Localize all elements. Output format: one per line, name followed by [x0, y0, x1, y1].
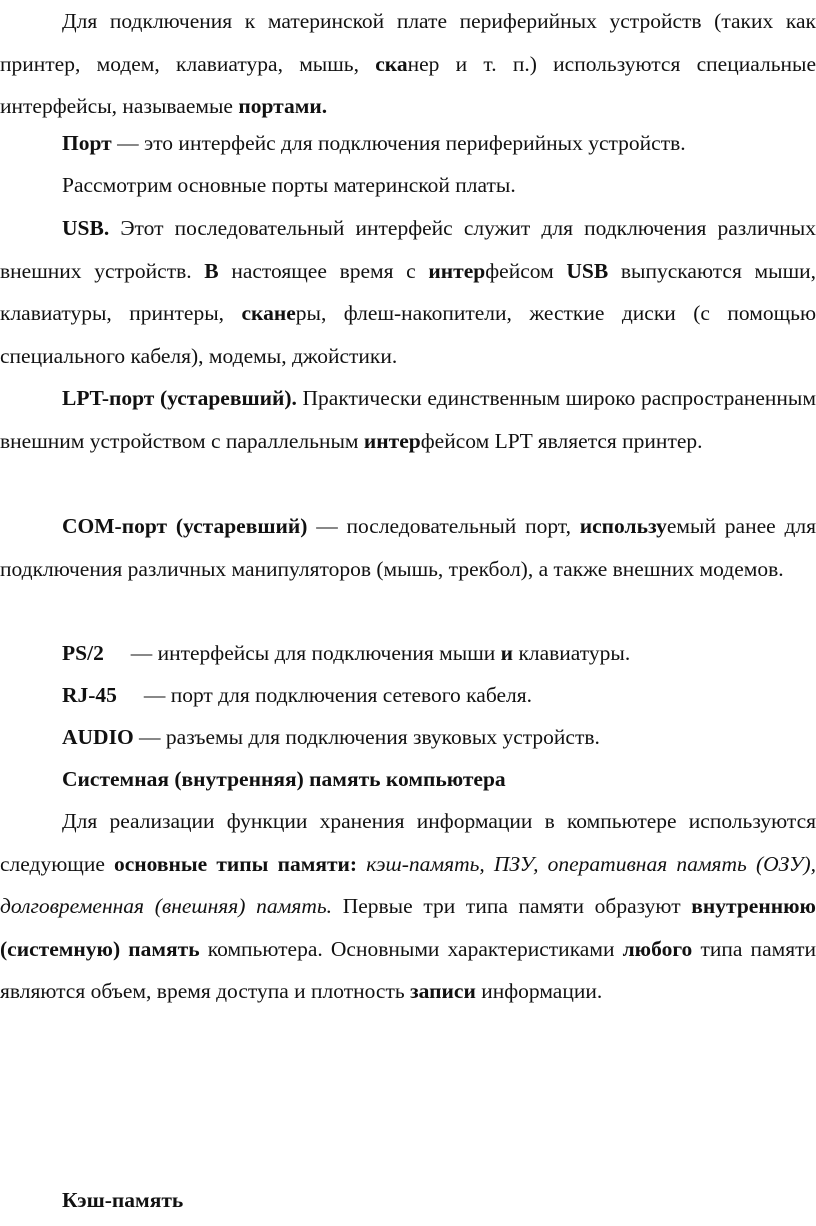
- text: Рассмотрим основные порты материнской платы.: [62, 173, 516, 197]
- text: нер и т. п.) используются специальные интерфейсы, называемые: [0, 51, 816, 118]
- italic-fragment: кэш-память, ПЗУ, оперативная память (ОЗУ), долговременная (внешняя) память.: [0, 851, 816, 918]
- heading-text: Системная (внутренняя) память компьютера: [62, 767, 506, 791]
- bold-fragment: записи: [410, 979, 476, 1003]
- term-usb: USB.: [62, 216, 110, 240]
- bold-fragment: ска: [375, 51, 408, 76]
- text: клавиатуры.: [513, 641, 631, 665]
- text: информации.: [475, 979, 603, 1003]
- text: — последовательный порт,: [307, 514, 580, 538]
- term-lpt: LPT-порт (устаревший).: [62, 386, 297, 410]
- text: Для реализации функции хранения информации в компьютере используются следующие: [0, 809, 816, 876]
- bold-fragment: внутреннюю (системную) память: [0, 894, 816, 961]
- text: фейсом: [485, 258, 567, 283]
- bold-fragment: основные типы памяти:: [114, 851, 358, 876]
- paragraph-rj45: [0, 674, 816, 717]
- term-ps2: PS/2: [62, 641, 104, 665]
- paragraph-port-definition: [0, 122, 816, 165]
- text: — интерфейсы для подключения мыши: [103, 641, 501, 665]
- paragraph-com: [0, 505, 816, 590]
- text: Этот последовательный интерфейс служит для подключения различных внешних устройств.: [0, 216, 816, 283]
- heading-text: Кэш-память: [62, 1188, 184, 1212]
- text: [357, 852, 366, 876]
- text: компьютера. Основными характеристиками: [199, 936, 623, 961]
- term-rj45: RJ-45: [62, 683, 117, 707]
- paragraph-lpt: [0, 377, 816, 462]
- paragraph-ports-intro: [0, 0, 816, 128]
- paragraph-audio: [0, 716, 816, 759]
- term-audio: AUDIO: [62, 725, 134, 749]
- text: — порт для подключения сетевого кабеля.: [116, 683, 533, 707]
- bold-fragment: интер: [428, 258, 486, 283]
- bold-fragment: использу: [579, 514, 667, 538]
- bold-fragment: и: [500, 641, 514, 665]
- paragraph-main-ports: [0, 164, 816, 207]
- term-port: Порт: [62, 131, 112, 155]
- bold-fragment: интер: [363, 428, 421, 453]
- text: — это интерфейс для подключения периферийных устройств.: [111, 131, 686, 155]
- text: типа памяти являются объем, время доступа и плотность: [0, 936, 816, 1003]
- bold-fragment: В: [204, 258, 219, 283]
- term-ports: портами.: [238, 94, 328, 118]
- section-heading-system-memory: [0, 758, 816, 801]
- text: емый ранее для подключения различных манипуляторов (мышь, трекбол), а также внешних модемов.: [0, 514, 816, 581]
- section-heading-cache-memory: [0, 1179, 816, 1222]
- text: фейсом LPT является принтер.: [420, 428, 703, 453]
- bold-fragment: USB: [566, 258, 609, 283]
- text: ры, флеш-накопители, жесткие диски (с помощью специального кабеля), модемы, джойстики.: [0, 301, 816, 368]
- paragraph-usb: [0, 207, 816, 377]
- text: — разъемы для подключения звуковых устройств.: [133, 725, 600, 749]
- text: Практически единственным широко распространенным внешним устройством с параллельным: [0, 386, 816, 453]
- paragraph-memory-types: [0, 800, 816, 1013]
- paragraph-ps2: [0, 632, 816, 675]
- term-com: СОМ-порт (устаревший): [62, 514, 308, 538]
- text: Первые три типа памяти образуют: [332, 894, 692, 918]
- bold-fragment: скане: [241, 301, 296, 325]
- text: выпускаются мыши, клавиатуры, принтеры,: [0, 258, 816, 325]
- text: Для подключения к материнской плате периферийных устройств (таких как принтер, модем, клавиатура, мышь,: [0, 9, 816, 76]
- text: настоящее время с: [218, 258, 429, 283]
- bold-fragment: любого: [622, 936, 693, 961]
